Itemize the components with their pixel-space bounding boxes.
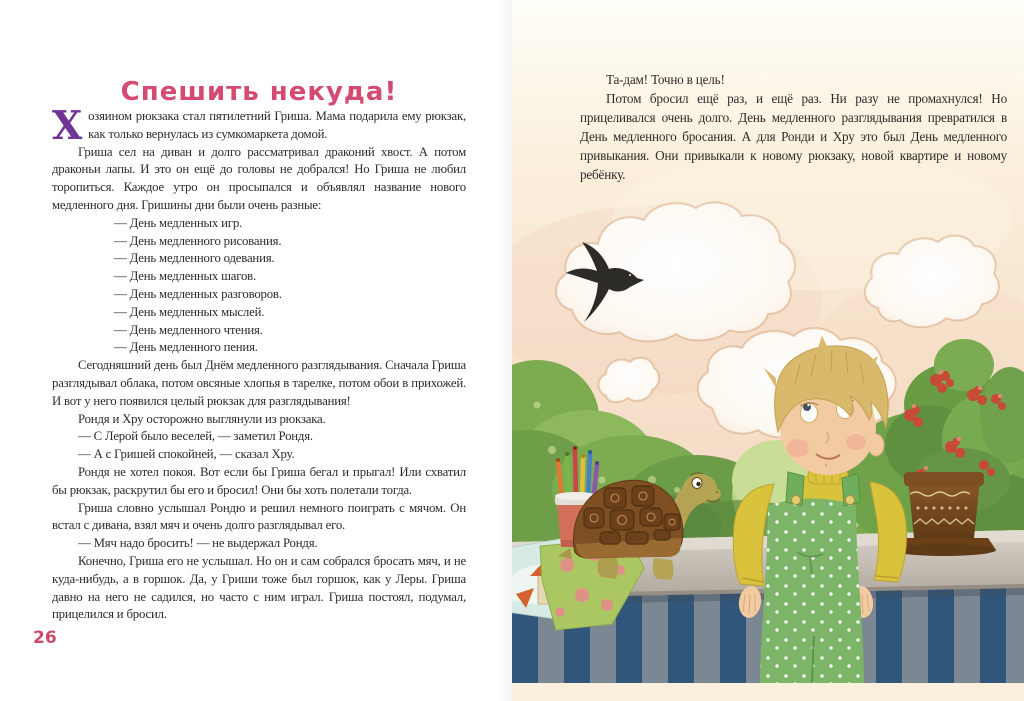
paragraph: Сегодняшний день был Днём медленного разглядывания. Сначала Гриша разглядывал облака, потом овсяные хлопья в тарелке, потом обои в прихожей. И вот у него появился целый рюкзак для разглядывания! xyxy=(52,358,466,408)
spine-shadow xyxy=(498,0,512,701)
paragraph: Гриша словно услышал Рондю и решил немного поиграть с мячом. Он встал с дивана, взял мяч и очень долго разглядывал его. xyxy=(52,500,466,533)
paragraph: Конечно, Гриша его не услышал. Но он и сам собрался бросать мяч, и не куда-нибудь, а в горшок. Да, у Гриши тоже был горшок, как у Леры. Гриша давно на него не садился, но часто с ним играл. Гриша постоял, подумал, прицелился и бросил. xyxy=(52,553,466,622)
list-item: — День медленного одевания. xyxy=(114,251,275,266)
paragraph: Рондя и Хру осторожно выглянули из рюкзака. xyxy=(78,411,326,426)
drop-cap: Х xyxy=(52,103,83,149)
page-right xyxy=(512,0,1024,701)
paragraph xyxy=(52,103,466,149)
balcony-illustration xyxy=(512,150,1024,683)
page-number: 26 xyxy=(33,628,57,648)
list-item: — День медленных игр. xyxy=(114,215,243,230)
list-item: — День медленного рисования. xyxy=(114,233,282,248)
list-item: — День медленного чтения. xyxy=(114,322,263,337)
paragraph: Та-дам! Точно в цель! xyxy=(606,72,725,87)
paragraph: — Мяч надо бросить! — не выдержал Рондя. xyxy=(78,536,318,551)
paragraph: — А с Гришей спокойней, — сказал Хру. xyxy=(78,447,295,462)
list-item: — День медленных разговоров. xyxy=(114,286,282,301)
paragraph-text: озяином рюкзака стал пятилетний Гриша. Мама подарила ему рюкзак, как только вернулась из сумкомаркета домой. xyxy=(88,109,466,141)
paragraph: Потом бросил ещё раз, и ещё раз. Ни разу не промахнулся! Но прицеливался очень долго. День медленного разглядывания превратился в День медленного бросания. А для Ронди и Хру это был День медленного привыкания. Они привыкали к новому рюкзаку, новой квартире и новому ребёнку. xyxy=(580,91,1007,182)
paragraph: Рондя не хотел покоя. Вот если бы Гриша бегал и прыгал! Или схватил бы рюкзак, раскрутил бы его и бросил! Они бы хоть полетали тогда. xyxy=(52,464,466,497)
story-title: Спешить некуда! xyxy=(120,77,398,108)
list-item: — День медленных шагов. xyxy=(114,269,257,284)
list-item: — День медленных мыслей. xyxy=(114,304,265,319)
list-item: — День медленного пения. xyxy=(114,340,258,355)
slow-days-list xyxy=(52,215,466,357)
paragraph: — С Лерой было веселей, — заметил Рондя. xyxy=(78,429,313,444)
left-text-column xyxy=(52,103,466,624)
right-text-column xyxy=(580,70,1007,184)
paragraph: Гриша сел на диван и долго рассматривал драконий хвост. А потом драконьи лапы. И это он ещё до головы не добрался! Но Гриша не любил торопиться. Каждое утро он просыпался и объявлял название нового медленного дня. Гришины дни были очень разные: xyxy=(52,144,466,212)
